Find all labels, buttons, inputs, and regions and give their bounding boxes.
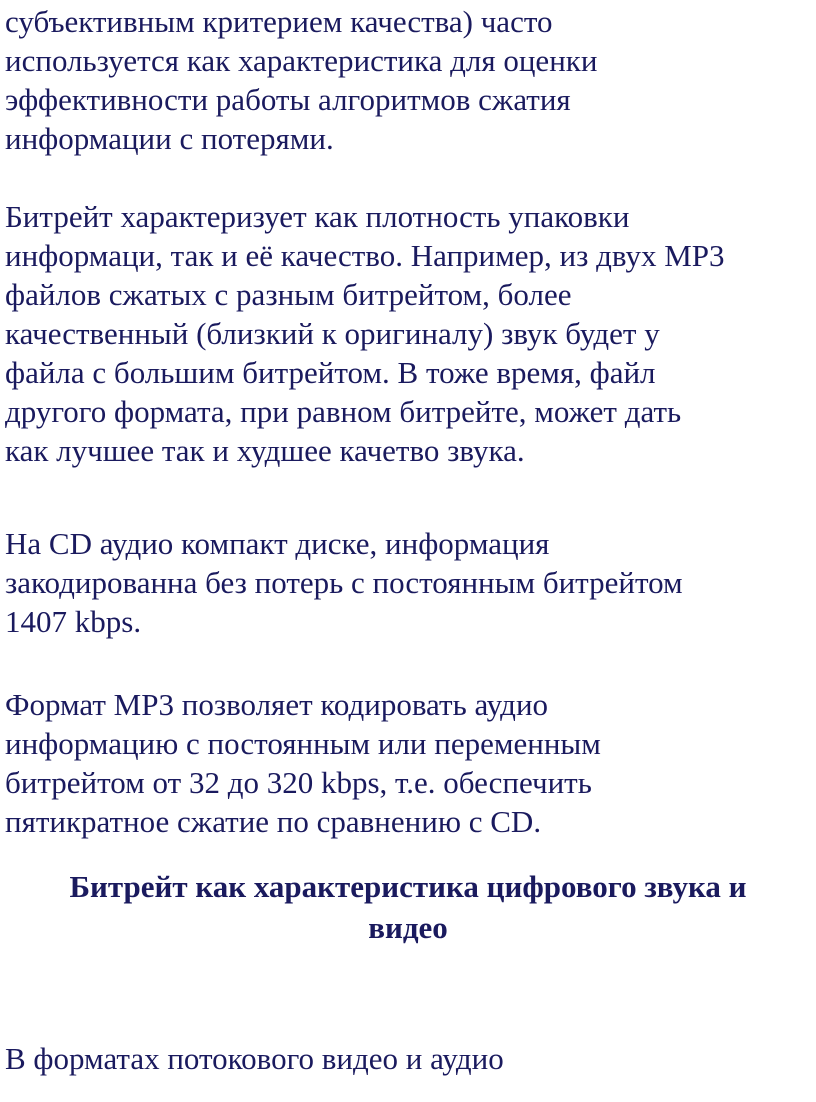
text-line: субъективным критерием качества) часто <box>5 4 553 39</box>
text-line: другого формата, при равном битрейте, может дать <box>5 394 682 429</box>
text-line: информаци, так и её качество. Например, из двух MP3 <box>5 238 725 273</box>
heading-line: видео <box>368 910 448 945</box>
paragraph-cd-audio <box>5 524 813 641</box>
heading-line: Битрейт как характеристика цифрового звука и <box>69 869 747 904</box>
text-line: качественный (близкий к оригиналу) звук будет у <box>5 316 660 351</box>
text-line: В форматах потокового видео и аудио <box>5 1041 504 1076</box>
paragraph-mp3-format <box>5 685 813 841</box>
text-line: информацию с постоянным или переменным <box>5 726 601 761</box>
paragraph-lossy-compression <box>5 2 813 158</box>
text-line: 1407 kbps. <box>5 604 142 639</box>
section-heading <box>0 866 816 948</box>
text-line: файлов сжатых с разным битрейтом, более <box>5 277 572 312</box>
text-line: используется как характеристика для оценки <box>5 43 598 78</box>
text-line: Формат MP3 позволяет кодировать аудио <box>5 687 549 722</box>
text-line: Битрейт характеризует как плотность упаковки <box>5 199 630 234</box>
text-line: файла с большим битрейтом. В тоже время, файл <box>5 355 656 390</box>
text-line: как лучшее так и худшее качетво звука. <box>5 433 525 468</box>
paragraph-streaming <box>5 1039 813 1078</box>
text-line: эффективности работы алгоритмов сжатия <box>5 82 571 117</box>
text-line: закодированна без потерь с постоянным битрейтом <box>5 565 683 600</box>
text-line: На CD аудио компакт диске, информация <box>5 526 550 561</box>
text-line: пятикратное сжатие по сравнению с CD. <box>5 804 542 839</box>
paragraph-bitrate-quality <box>5 197 813 470</box>
text-line: информации с потерями. <box>5 121 334 156</box>
text-line: битрейтом от 32 до 320 kbps, т.е. обеспечить <box>5 765 592 800</box>
